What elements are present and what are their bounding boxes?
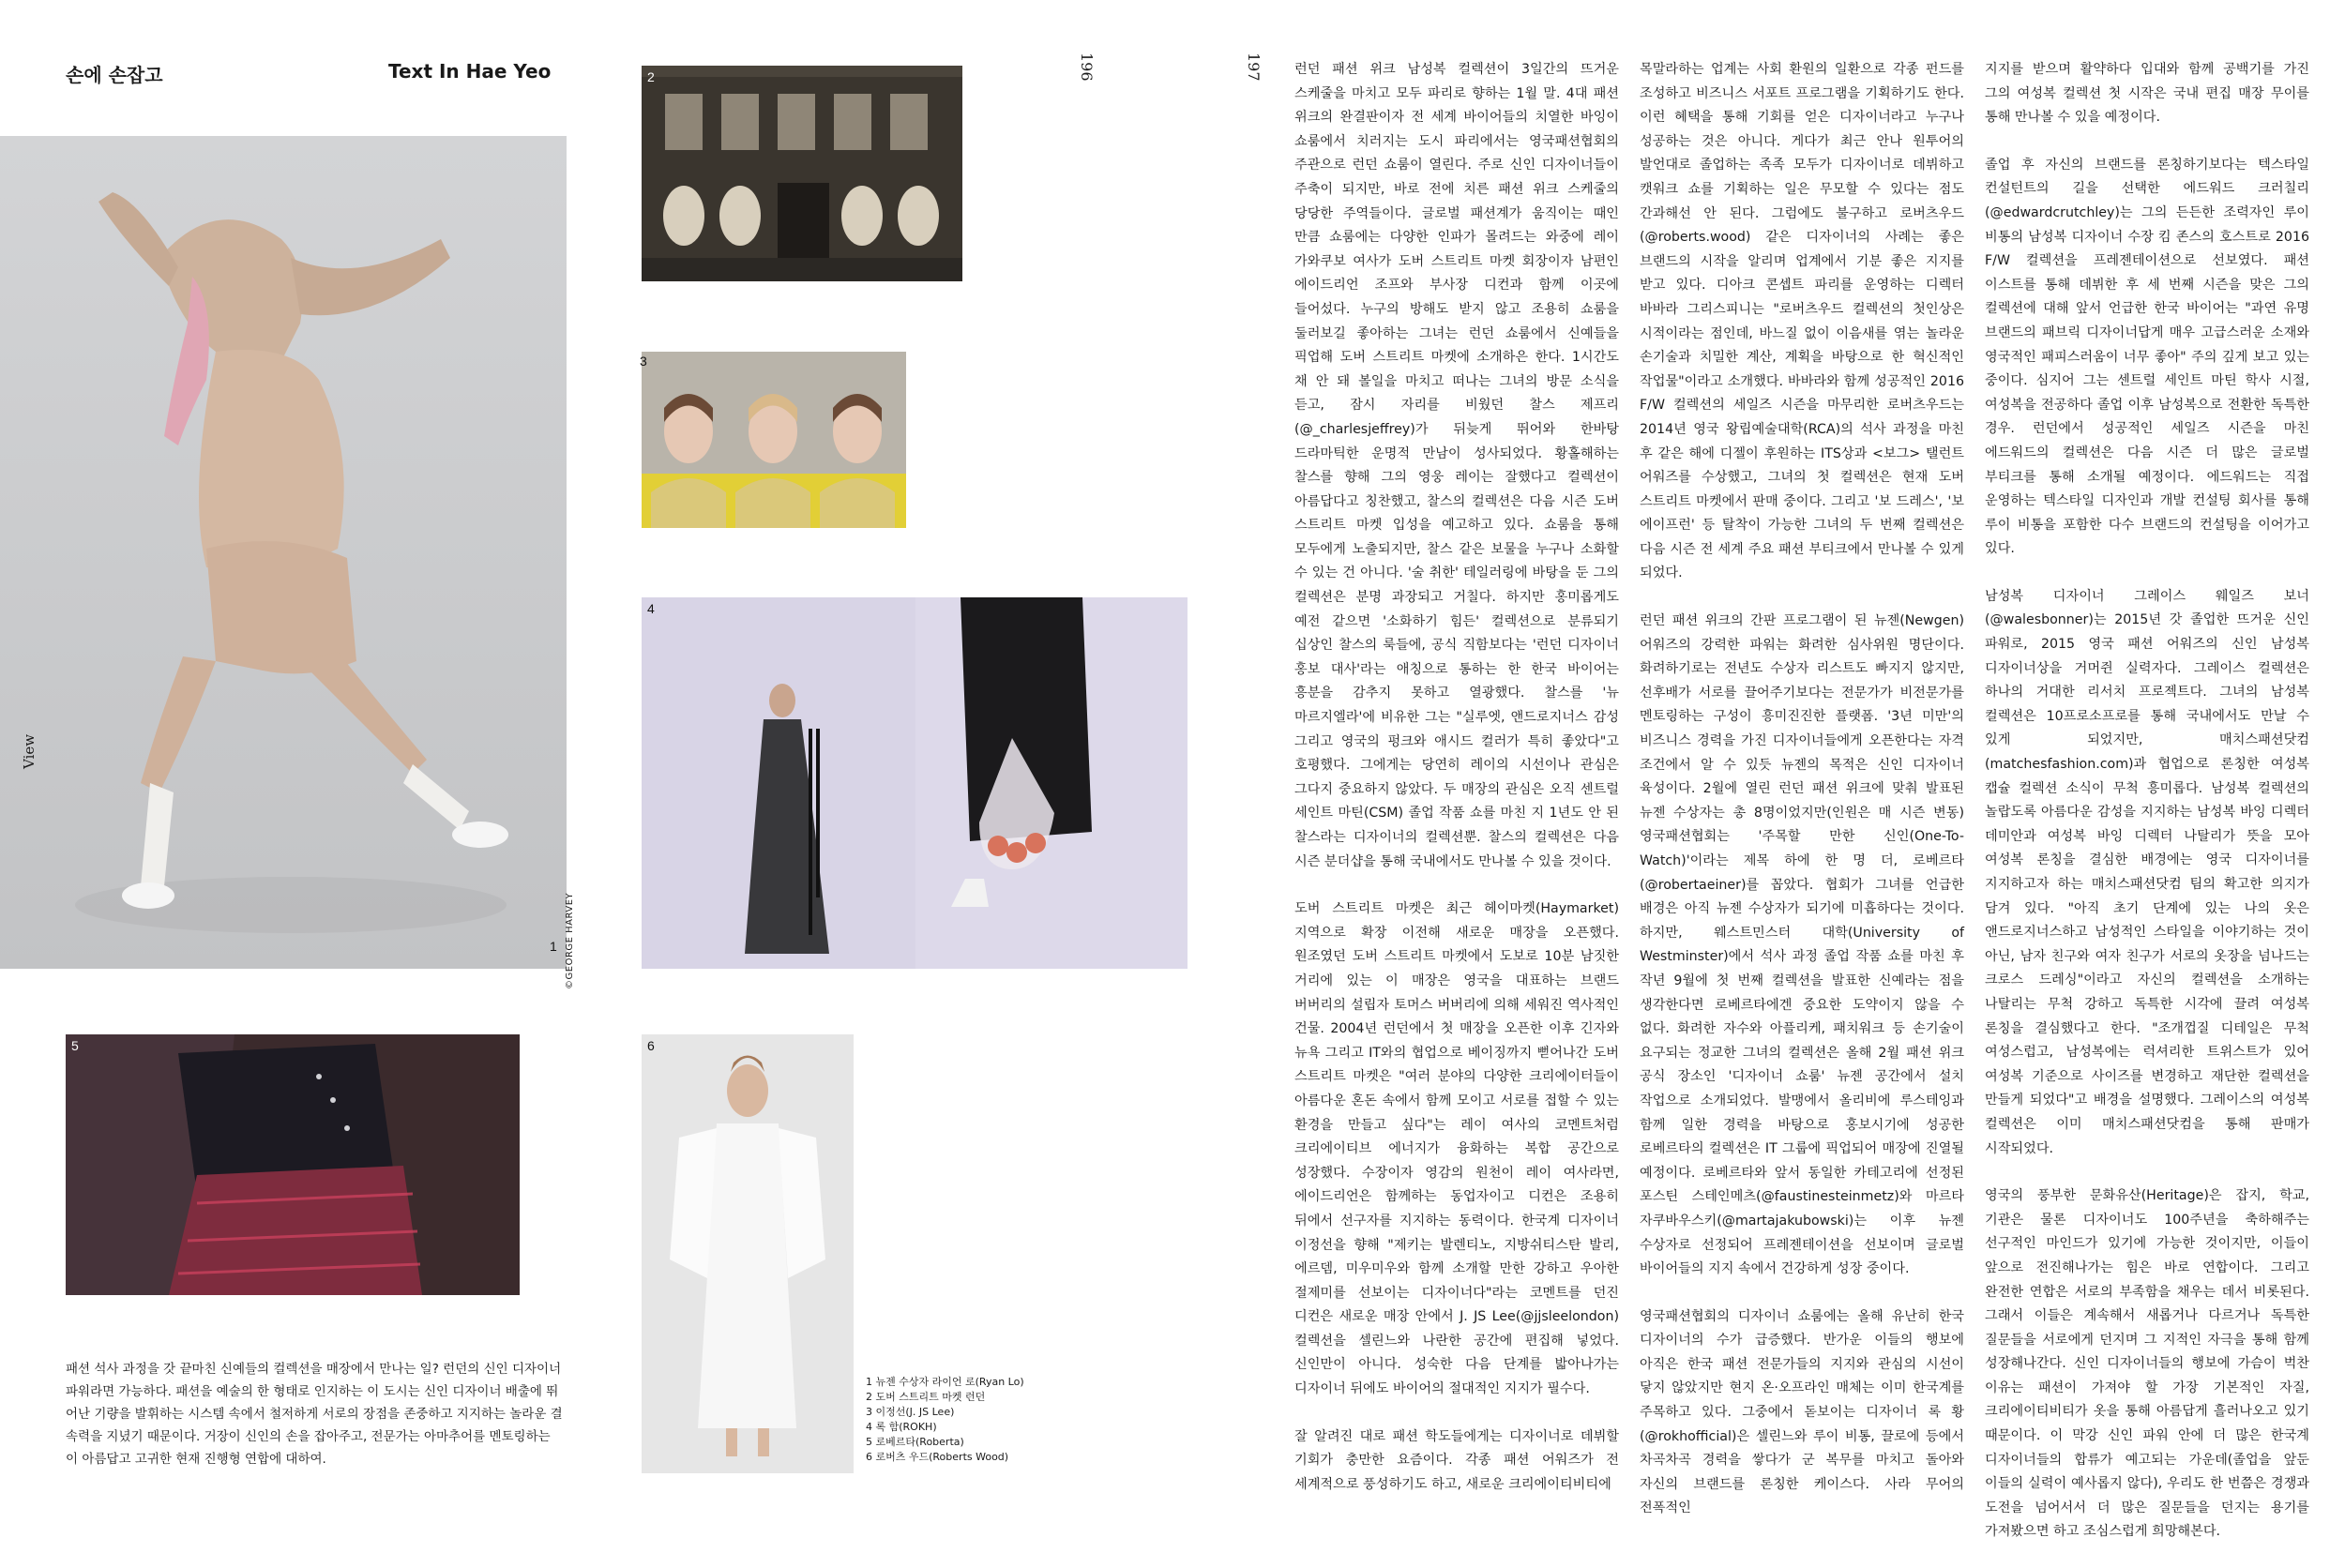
photo-6-illustration [642, 1034, 854, 1473]
photo-3 [642, 352, 906, 528]
photo-4 [642, 597, 1188, 969]
caption: 6 로버츠 우드(Roberts Wood) [866, 1451, 1009, 1463]
body-column-3 [1985, 58, 2309, 1568]
photo-credit: ©GEORGE HARVEY [565, 892, 575, 989]
photo-number: 3 [640, 354, 647, 369]
side-label: View [21, 733, 38, 769]
photo-3-illustration [642, 352, 906, 528]
body-paragraph: 지지를 받으며 활약하다 입대와 함께 공백기를 가진 그의 여성복 컬렉션 첫 시작은 국내 편집 매장 무이를 통해 만나볼 수 있을 예정이다. [1985, 62, 2309, 126]
body-paragraph: 남성복 디자이너 그레이스 웨일즈 보너(@walesbonner)는 2015년 갓 졸업한 뜨거운 신인 파워로, 2015 영국 패션 어워즈의 신인 남성복 디자이너상을 거머쥔 실력자다. 그레이스 컬렉션은 하나의 거대한 리서치 프로젝트다. 그녀의 남성복 컬렉션은 10프로소프로를 통해 국내에서도 만날 수 있게 되었지만, 매치스패션닷컴(matchesfashion.com)과 협업으로 론칭한 여성복 캡슐 컬렉션 소식이 무척 흥미롭다. 남성복 컬렉션의 놀랍도록 아름다운 감성을 지지하는 남성복 바잉 디렉터 데미안과 여성복 바잉 디렉터 나탈리가 뜻을 모아 여성복 론칭을 결심한 배경에는 영국 디자이너를 지지하고자 하는 매치스패션닷컴 팀의 확고한 의지가 담겨 있다. "아직 초기 단계에 있는 나의 옷은 앤드로지너스하고 남성적인 스타일을 이야기하는 것이 아닌, 남자 친구와 여자 친구가 서로의 옷장을 넘나드는 크로스 드레싱"이라고 자신의 컬렉션을 소개하는 나탈리는 무척 강하고 독특한 시각에 끌려 여성복 론칭을 결심했다고 한다. "조개껍질 디테일은 무척 여성스럽고, 남성복에는 럭셔리한 트위스트가 있어 여성복 기준으로 사이즈를 변경하고 재단한 컬렉션을 만들게 되었다"고 배경을 설명했다. 그레이스의 여성복 컬렉션은 이미 매치스패션닷컴을 통해 판매가 시작되었다. [1985, 588, 2309, 1156]
caption: 1 뉴젠 수상자 라이언 로(Ryan Lo) [866, 1376, 1024, 1388]
body-column-1 [1294, 58, 1619, 1520]
caption: 5 로베르타(Roberta) [866, 1436, 964, 1448]
caption: 2 도버 스트리트 마켓 런던 [866, 1391, 986, 1403]
body-paragraph: 잘 알려진 대로 패션 학도들에게는 디자이너로 데뷔할 기회가 충만한 요즘이다. 각종 패션 어워즈가 전 세계적으로 풍성하기도 하고, 새로운 크리에이티비티에 [1294, 1428, 1619, 1492]
photo-6 [642, 1034, 854, 1473]
photo-2-illustration [642, 66, 962, 281]
photo-4-illustration [642, 597, 1188, 969]
photo-number: 4 [647, 601, 655, 616]
body-paragraph: 졸업 후 자신의 브랜드를 론칭하기보다는 텍스타일 컨설턴트의 길을 선택한 에드워드 크러칠리(@edwardcrutchley)는 그의 든든한 조력자인 루이 비통의 남성복 디자이너 수장 킴 존스의 호스트로 2016 F/W 컬렉션을 프레젠테이션으로 선보였다. 패션 이스트를 통해 데뷔한 후 세 번째 시즌을 맞은 그의 컬렉션에 대해 앞서 언급한 한국 바이어는 "과연 유명 브랜드의 패브릭 디자이너답게 매우 고급스러운 소재와 영국적인 패피스러움이 너무 좋아" 주의 깊게 보고 있는 중이다. 심지어 그는 센트럴 세인트 마틴 학사 시절, 여성복을 전공하다 졸업 이후 남성복으로 전환한 독특한 경우. 런던에서 성공적인 세일즈 시즌을 마친 에드워드의 컬렉션은 다음 시즌 더 많은 글로벌 부티크를 통해 소개될 예정이다. 에드워드는 직접 운영하는 텍스타일 디자인과 개발 컨설팅 회사를 통해 루이 비통을 포함한 다수 브랜드의 컨설팅을 이어가고 있다. [1985, 157, 2309, 557]
page-number-left: 196 [1078, 53, 1096, 82]
body-paragraph: 런던 패션 위크 남성복 컬렉션이 3일간의 뜨거운 스케줄을 마치고 모두 파리로 향하는 1월 말. 4대 패션 위크의 완결판이자 전 세계 바이어들의 치열한 바잉이 쇼룸에서 치러지는 도시 파리에서는 영국패션협회의 주관으로 런던 쇼룸이 열린다. 주로 신인 디자이너들이 주축이 되지만, 바로 전에 치른 패션 위크 스케줄의 당당한 주역들이다. 글로벌 패션계가 움직이는 때인 만큼 쇼룸에는 다양한 인파가 몰려드는 와중에 레이 가와쿠보 여사가 도버 스트리트 마켓 회장이자 남편인 에이드리언 조프와 부사장 디컨과 함께 이곳에 들어섰다. 누구의 방해도 받지 않고 조용히 쇼룸을 둘러보길 좋아하는 그녀는 런던 쇼룸에서 신예들을 픽업해 도버 스트리트 마켓에 소개하은 한다. 1시간도 채 안 돼 볼일을 마치고 떠나는 그녀의 방문 소식을 듣고, 잠시 자리를 비웠던 찰스 제프리(@_charlesjeffrey)가 뒤늦게 뛰어와 한바탕 드라마틱한 운명적 만남이 성사되었다. 황홀해하는 찰스를 향해 그의 영웅 레이는 잘했다고 컬렉션이 아름답다고 칭찬했고, 찰스의 컬렉션은 다음 시즌 도버 스트리트 마켓 입성을 예고하고 있다. 쇼룸을 통해 모두에게 노출되지만, 찰스 같은 보물을 누구나 소화할 수 있는 건 아니다. '술 취한' 테일러링에 바탕을 둔 그의 컬렉션은 분명 과장되고 거칠다. 하지만 홍미롭게도 예전 같으면 '소화하기 힘든' 컬렉션으로 분류되기 십상인 찰스의 룩들에, 공식 직함보다는 '런던 디자이너 홍보 대사'라는 애칭으로 통하는 한 한국 바이어는 흥분을 감추지 못하고 열광했다. 찰스를 '뉴 마르지엘라'에 비유한 그는 "실루엣, 앤드로지너스 감성 그리고 영국의 펑크와 애시드 컬러가 특히 좋았다"고 호평했다. 그에게는 당연히 레이의 시선이나 관심은 그다지 중요하지 않았다. 두 매장의 관심은 오직 센트럴 세인트 마틴(CSM) 졸업 작품 쇼를 마친 지 1년도 안 된 찰스라는 디자이너의 컬렉션뿐. 찰스의 컬렉션은 다음 시즌 분더샵을 통해 국내에서도 만나볼 수 있을 것이다. [1294, 62, 1619, 869]
photo-5-illustration [66, 1034, 520, 1295]
body-paragraph: 도버 스트리트 마켓은 최근 헤이마켓(Haymarket) 지역으로 확장 이전해 새로운 매장을 오픈했다. 원조였던 도버 스트리트 마켓에서 도보로 10분 남짓한 거리에 있는 이 매장은 영국을 대표하는 브랜드 버버리의 설립자 토머스 버버리에 의해 세워진 역사적인 건물. 2004년 런던에서 첫 매장을 오픈한 이후 긴자와 뉴욕 그리고 IT와의 협업으로 베이징까지 뻗어나간 도버 스트리트 마켓은 "여러 분야의 다양한 크리에이터들이 아름다운 혼돈 속에서 함께 모이고 서로를 접할 수 있는 환경을 만들고 싶다"는 레이 여사의 코멘트처럼 크리에이티브 에너지가 융화하는 복합 공간으로 성장했다. 수장이자 영감의 원천이 레이 여사라면, 에이드리언은 함께하는 동업자이고 디컨은 조용히 뒤에서 선구자를 지지하는 동력이다. 한국계 디자이너 이정선을 향해 "제키는 발렌티노, 지방쉬티스탄 발리, 에르뎀, 미우미우와 함께 소개할 만한 강하고 우아한 절제미를 선보이는 디자이너다"라는 코멘트를 던진 디컨은 새로운 매장 안에서 J. JS Lee(@jjsleelondon) 컬렉션을 셀린느와 나란한 공간에 편집해 넣었다. 신인만이 아니다. 성숙한 다음 단계를 밟아나가는 디자이너 뒤에도 바이어의 절대적인 지지가 필수다. [1294, 901, 1619, 1397]
photo-number: 1 [550, 939, 557, 954]
body-paragraph: 영국패션협회의 디자이너 쇼룸에는 올해 유난히 한국 디자이너의 수가 급증했다. 반가운 이들의 행보에 아직은 한국 패션 전문가들의 지지와 관심의 시선이 닿지 않았지만 현지 온·오프라인 매체는 이미 한국계를 주목하고 있다. 그중에서 돋보이는 디자이너 록 황(@rokhofficial)은 셀린느와 루이 비통, 끌로에 등에서 차곡차곡 경력을 쌓다가 군 복무를 마치고 돌아와 자신의 브랜드를 론칭한 케이스다. 사라 무어의 전폭적인 [1640, 1308, 1964, 1516]
photo-number: 5 [71, 1038, 79, 1053]
photo-2 [642, 66, 962, 281]
caption: 4 록 함(ROKH) [866, 1421, 937, 1433]
body-paragraph: 영국의 풍부한 문화유산(Heritage)은 잡지, 학교, 기관은 물론 디자이너도 100주년을 축하해주는 선구적인 마인드가 있기에 가능한 것이지만, 이들이 앞으로 전진해나가는 힘은 바로 연합이다. 그리고 완전한 연합은 서로의 부족함을 채우는 데서 비롯된다. 그래서 이들은 계속해서 새롭거나 다르거나 독특한 질문들을 서로에게 던지며 그 지적인 자극을 통해 함께 성장해나간다. 신인 디자이너들의 행보에 가슴이 벅찬 이유는 패션이 가져야 할 가장 기본적인 자질, 크리에이티비티가 옷을 통해 아름답게 흘러나오고 있기 때문이다. 이 막강 신인 파워 안에 더 많은 한국계 디자이너들의 합류가 예고되는 가운데(졸업을 앞둔 이들의 실력이 예사롭지 않다), 우리도 한 번쯤은 경쟁과 도전을 넘어서서 더 많은 질문들을 던지는 용기를 가져봤으면 하고 조심스럽게 희망해본다. [1985, 1188, 2309, 1540]
page-number-right: 197 [1245, 53, 1263, 82]
photo-5 [66, 1034, 520, 1295]
intro-paragraph: 패션 석사 과정을 갓 끝마친 신예들의 컬렉션을 매장에서 만나는 일? 런던의 신인 디자이너 파워라면 가능하다. 패션을 예술의 한 형태로 인지하는 이 도시는 신인 디자이너 배출에 뛰어난 기량을 발휘하는 시스템 속에서 철저하게 서로의 장점을 존중하고 지지하는 놀라운 결속력을 지녔기 때문이다. 거장이 신인의 손을 잡아주고, 전문가는 아마추어를 멘토링하는 이 아름답고 고귀한 현재 진행형 연합에 대하여. [66, 1362, 563, 1467]
photo-1-illustration [0, 136, 567, 969]
photo-number: 2 [647, 69, 655, 84]
photo-number: 6 [647, 1038, 655, 1053]
photo-captions [866, 1375, 1035, 1465]
section-title: 손에 손잡고 [66, 64, 163, 86]
byline: Text In Hae Yeo [388, 60, 552, 83]
photo-1 [0, 136, 567, 969]
caption: 3 이정선(J. JS Lee) [866, 1406, 955, 1418]
body-column-2 [1640, 58, 1964, 1545]
body-paragraph: 목말라하는 업계는 사회 환원의 일환으로 각종 펀드를 조성하고 비즈니스 서포트 프로그램을 기획하기도 한다. 이런 혜택을 통해 기회를 얻은 디자이너라고 누구나 성공하는 것은 아니다. 게다가 최근 안나 원투어의 발언대로 졸업하는 족족 모두가 디자이너로 데뷔하고 캣워크 쇼를 기획하는 일은 무모할 수 있다는 점도 간과해선 안 된다. 그럼에도 불구하고 로버츠우드(@roberts.wood) 같은 디자이너의 사례는 좋은 브랜드의 시작을 알리며 업계에서 기분 좋은 지지를 받고 있다. 디아크 콘셉트 파리를 운영하는 디렉터 바바라 그리스피니는 "로버츠우드 컬렉션의 첫인상은 시적이라는 점인데, 바느질 없이 이음새를 엮는 놀라운 손기술과 치밀한 계산, 계획을 바탕으로 한 혁신적인 작업물"이라고 소개했다. 바바라와 함께 성공적인 2016 F/W 컬렉션의 세일즈 시즌을 마무리한 로버츠우드는 2014년 영국 왕립예술대학(RCA)의 석사 과정을 마친 후 같은 해에 디젤이 후원하는 ITS상과 <보그> 탤런트 어워즈를 수상했고, 그녀의 첫 컬렉션은 현재 도버 스트리트 마켓에서 판매 중이다. 그리고 '보 드레스', '보 에이프런' 등 탈착이 가능한 그녀의 두 번째 컬렉션은 다음 시즌 전 세계 주요 패션 부티크에서 만나볼 수 있게 되었다. [1640, 62, 1964, 581]
body-paragraph: 런던 패션 위크의 간판 프로그램이 된 뉴젠(Newgen) 어워즈의 강력한 파워는 화려한 심사위원 명단이다. 화려하기로는 전년도 수상자 리스트도 빠지지 않지만, 선후배가 서로를 끌어주기보다는 전문가가 비전문가를 멘토링하는 구성이 흥미진진한 플랫폼. '3년 미만'의 비즈니스 경력을 가진 디자이너들에게 오픈한다는 자격 조건에서 알 수 있듯 뉴젠의 목적은 신인 디자이너 육성이다. 2월에 열린 런던 패션 위크에 맞춰 발표된 뉴젠 수상자는 총 8명이었지만(인원은 매 시즌 변동) 영국패션협회는 '주목할 만한 신인(One-To-Watch)'이라는 제목 하에 한 명 더, 로베르타(@robertaeiner)를 꼽았다. 협회가 그녀를 언급한 배경은 아직 뉴젠 수상자가 되기에 미흡하다는 것이다. 하지만, 웨스트민스터 대학(University of Westminster)에서 석사 과정 졸업 작품 쇼를 마친 후 작년 9월에 첫 번째 컬렉션을 발표한 신예라는 점을 생각한다면 로베르타에겐 중요한 도약이지 않을 수 없다. 화려한 자수와 아플리케, 패치워크 등 손기술이 요구되는 정교한 그녀의 컬렉션은 올해 2월 패션 위크 공식 장소인 '디자이너 쇼룸' 뉴젠 공간에서 설치 작업으로 소개되었다. 발맹에서 올리비에 루스테잉과 함께 일한 경력을 바탕으로 홍보시기에 성공한 로베르타의 컬렉션은 IT 그룹에 픽업되어 매장에 진열될 예정이다. 로베르타와 앞서 동일한 카테고리에 선정된 포스틴 스테인메츠(@faustinesteinmetz)와 마르타 자쿠바우스키(@martajakubowski)는 이후 뉴젠 수상자로 선정되어 프레젠테이션을 선보이며 글로벌 바이어들의 지지 속에서 건강하게 성장 중이다. [1640, 613, 1964, 1277]
